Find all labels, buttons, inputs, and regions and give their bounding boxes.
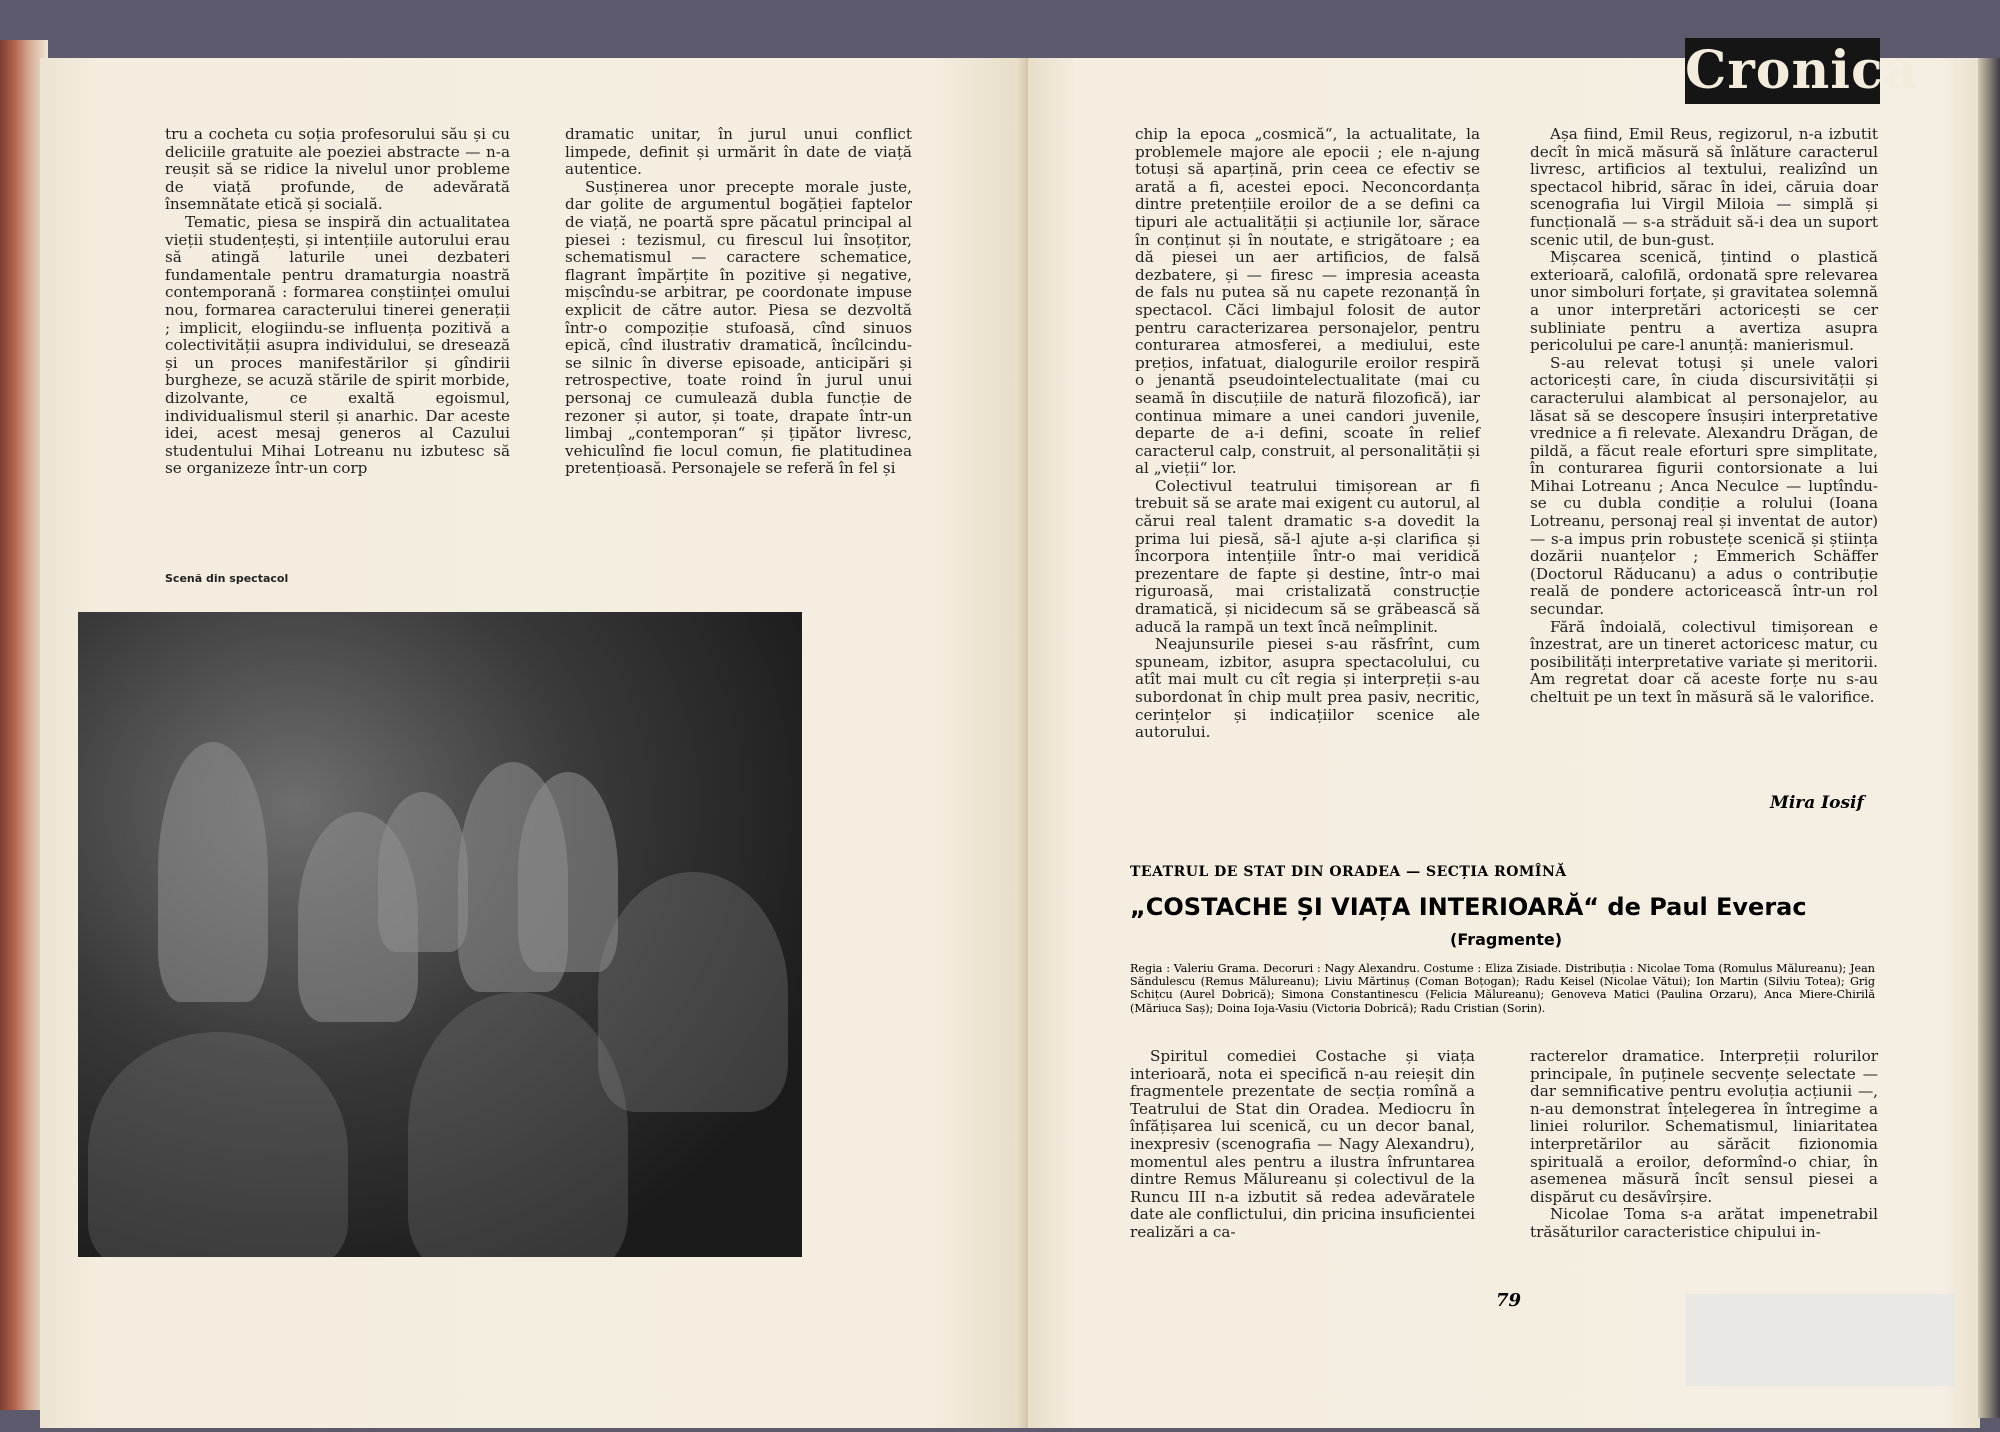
paragraph: Nicolae Toma s-a arătat impenetrabil trăsăturilor caracteristice chipului in- (1530, 1205, 1878, 1241)
photo-figure (88, 1032, 348, 1257)
paragraph: Fără îndoială, colectivul timișorean e înzestrat, are un tineret actoricesc matur, cu posibilități interpretative variate și meritorii. Am regretat doar că aceste forțe nu s-au cheltuit pe un text în măsură să le valorifice. (1530, 617, 1878, 706)
page-edge (1978, 58, 2000, 1418)
paragraph: S-au relevat totuși și unele valori actoricești care, în ciuda discursivității și caracterului alambicat al personajelor, au lăsat să se descopere însușiri interpretative vrednice a fi relevate. Alexandru Drăgan, de pildă, a făcut reale eforturi spre simplitate, în conturarea figurii contorsionate a lui Mihai Lotreanu ; Anca Neculce — luptîndu-se cu dubla condiție a rolului (Ioana Lotreanu, personaj real și inventat de autor) — s-a impus prin robustețe scenică și știința dozării nuanțelor ; Emmerich Schäffer (Doctorul Răducanu) a adus o contribuție reală de pondere actoricească într-un rol secundar. (1530, 353, 1878, 619)
left-column-1 (165, 126, 510, 478)
page-number: 79 (1496, 1290, 1522, 1311)
paragraph: Spiritul comediei Costache și viața interioară, nota ei specifică n-au reieșit din fragmentele prezentate de secția romînă a Teatrului de Stat din Oradea. Mediocru în înfățișarea lui scenică, cu un decor banal, inexpresiv (scenografia — Nagy Alexandru), momentul ales pentru a ilustra înfruntarea dintre Remus Mălureanu și colectivul de la Runcu III n-a izbutit să redea adevăratele date ale conflictului, din pricina insuficientei realizări a ca- (1130, 1047, 1475, 1241)
paragraph: chip la epoca „cosmică“, la actualitate, la problemele majore ale epocii ; ele n-ajung totuși să aparțină, prin ceea ce efectiv se arată a fi, acestei epoci. Neconcordanța dintre pretențiile eroilor de a se defini ca tipuri ale actualității și acțiunile lor, sărace în conținut și în noutate, e strigătoare ; ea dă piesei un aer artificios, de falsă dezbatere, și — firesc — impresia aceasta de fals nu putea să nu capete rezonanță în spectacol. Căci limbajul folosit de autor pentru caracterizarea personajelor, pentru conturarea atmosferei, a mediului, este prețios, infatuat, dialogurile eroilor respiră o jenantă pseudointelectualitate (mai cu seamă în discuțiile de natură filozofică), iar continua mimare a unei candori juvenile, departe de a-i defini, scoate în relief caracterul calp, construit, al personalității și al „vieții“ lor. (1135, 125, 1480, 478)
left-column-2 (565, 126, 912, 478)
bleed-through-ghost (46, 60, 106, 300)
right-column-1 (1135, 126, 1480, 742)
paragraph: Susținerea unor precepte morale juste, dar golite de argumentul bogăției faptelor de viață, ne poartă spre păcatul principal al piesei : tezismul, cu firescul lui însoțitor, schematismul — caractere schematice, flagrant împărțite în pozitive și negative, mișcîndu-se arbitrar, pe coordonate impuse explicit de către autor. Piesa se dezvoltă într-o compoziție stufoasă, cînd sinuos epică, cînd ilustrativ dramatică, încîlcindu-se silnic în diverse episoade, anticipări și retrospective, toate roind în jurul unui personaj ce cumulează dubla funcție de rezoner și autor, și toate, drapate într-un limbaj „contemporan“ și țipător livresc, vehiculînd fie locul comun, fie platitudinea pretențioasă. Personajele se referă în fel și (565, 177, 912, 478)
section-tab: Cronica (1685, 38, 1880, 104)
photo-figure (518, 772, 618, 972)
paragraph: tru a cocheta cu soția profesorului său și cu deliciile gratuite ale poeziei abstracte — n-a reușit să se ridice la nivelul unor probleme de viață profunde, de adevărată însemnătate etică și socială. (165, 125, 510, 214)
paragraph: Colectivul teatrului timișorean ar fi trebuit să se arate mai exigent cu autorul, al cărui real talent dramatic s-a dovedit la prima lui piesă, să-l ajute a-și clarifica și încorpora intențiile într-o mai veridică prezentare de fapte și destine, într-o mai riguroasă, mai cristalizată construcție dramatică, și nicidecum să se grăbească să aducă la rampă un text încă neîmplinit. (1135, 476, 1480, 636)
photo-figure (158, 742, 268, 1002)
right-column-4 (1530, 1048, 1878, 1242)
photo-caption: Scenă din spectacol (165, 572, 289, 585)
theatre-heading: TEATRUL DE STAT DIN ORADEA — SECȚIA ROMÎNĂ (1130, 864, 1567, 880)
right-column-2 (1530, 126, 1878, 707)
photo-figure (408, 992, 628, 1257)
photo-figure (378, 792, 468, 952)
play-subtitle: (Fragmente) (1450, 930, 1563, 949)
author-signature: Mira Iosif (1770, 793, 1864, 813)
paragraph: dramatic unitar, în jurul unui conflict limpede, definit și urmărit în date de viață autentice. (565, 125, 912, 179)
paragraph: Așa fiind, Emil Reus, regizorul, n-a izbutit decît în mică măsură să înlăture caracterul livresc, artificios al textului, realizînd un spectacol hibrid, sărac în idei, căruia doar scenografia lui Virgil Miloia — simplă și funcțională — s-a străduit să-i dea un suport scenic util, de bun-gust. (1530, 125, 1878, 249)
paragraph: Tematic, piesa se inspiră din actualitatea vieții studențești, și intențiile autorului erau să atingă laturile unei dezbateri fundamentale pentru dramaturgia noastră contemporană : formarea conștiinței omului nou, formarea caracterului tinerei generații ; implicit, elogiindu-se influența pozitivă a colectivității asupra individului, se dresează și un proces manifestărilor și gîndirii burgheze, se acuză stările de spirit morbide, dizolvante, ce exaltă egoismul, individualismul steril și anarhic. Dar aceste idei, acest mesaj generos al Cazului studentului Mihai Lotreanu nu izbutesc să se organizeze într-un corp (165, 212, 510, 478)
photo-figure (598, 872, 788, 1112)
right-column-3 (1130, 1048, 1475, 1242)
paragraph: Neajunsurile piesei s-au răsfrînt, cum spuneam, izbitor, asupra spectacolului, cu atît mai mult cu cît regia și interpreții s-au subordonat în chip mult prea pasiv, necritic, cerințelor și indicațiilor scenice ale autorului. (1135, 635, 1480, 742)
paragraph: racterelor dramatice. Interpreții rolurilor principale, în puținele secvențe selectate — dar semnificative pentru evoluția acțiunii —, n-au demonstrat înțelegerea în întregime a liniei rolurilor. Schematismul, liniaritatea interpretărilor au sărăcit fizionomia spirituală a eroilor, deformînd-o chiar, în asemenea măsură încît sensul piesei a dispărut cu desăvîrșire. (1530, 1047, 1878, 1206)
paragraph: Mișcarea scenică, țintind o plastică exterioară, calofilă, ordonată spre relevarea unor simboluri forțate, și gravitatea solemnă a unor interpretări actoricești se cer subliniate pentru a avertiza asupra pericolului pe care-l anunță: manierismul. (1530, 248, 1878, 355)
play-title: „COSTACHE ȘI VIAȚA INTERIOARĂ“ de Paul Everac (1130, 893, 1807, 921)
scene-photograph (78, 612, 802, 1257)
cast-credits: Regia : Valeriu Grama. Decoruri : Nagy Alexandru. Costume : Eliza Zisiade. Distribuția : Nicolae Toma (Romulus Mălureanu); Jean Săndulescu (Remus Mălureanu); Liviu Mărtinuș (Coman Boțogan); Radu Keisel (Nicolae Vătui); Ion Martin (Silviu Totea); Grig Schițcu (Aurel Dobrică); Simona Constantinescu (Felicia Mălureanu); Genoveva Matici (Paulina Orzaru), Anca Miere-Chirilă (Măriuca Saș); Doina Ioja-Vasiu (Victoria Dobrică); Radu Cristian (Sorin). (1130, 962, 1875, 1015)
bleed-through-ghost (1685, 1294, 1955, 1386)
